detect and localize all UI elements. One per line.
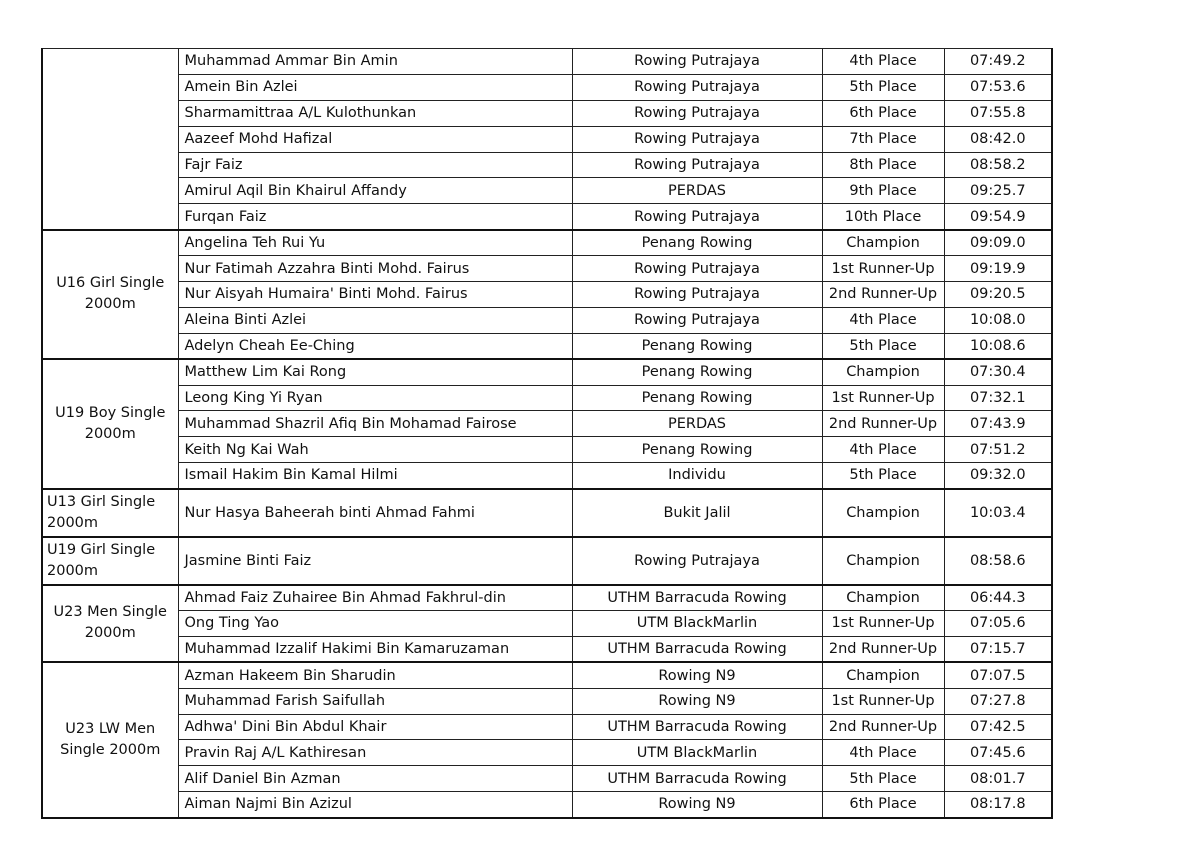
category-group xyxy=(42,49,1052,230)
club-cell: Rowing Putrajaya xyxy=(572,74,822,100)
placing-cell: Champion xyxy=(822,359,944,385)
time-cell: 09:25.7 xyxy=(944,178,1052,204)
club-cell: Rowing Putrajaya xyxy=(572,256,822,282)
club-cell: Individu xyxy=(572,463,822,489)
time-cell: 08:01.7 xyxy=(944,766,1052,792)
club-cell: UTM BlackMarlin xyxy=(572,611,822,637)
table-row xyxy=(42,359,1052,385)
club-cell: UTHM Barracuda Rowing xyxy=(572,636,822,662)
athlete-name-cell: Angelina Teh Rui Yu xyxy=(178,230,572,256)
placing-cell: 2nd Runner-Up xyxy=(822,411,944,437)
placing-cell: 1st Runner-Up xyxy=(822,385,944,411)
club-cell: Rowing N9 xyxy=(572,792,822,818)
athlete-name-cell: Aiman Najmi Bin Azizul xyxy=(178,792,572,818)
category-cell: U23 LW Men Single 2000m xyxy=(42,662,178,817)
category-group xyxy=(42,662,1052,817)
category-group xyxy=(42,359,1052,488)
table-row xyxy=(42,385,1052,411)
athlete-name-cell: Ismail Hakim Bin Kamal Hilmi xyxy=(178,463,572,489)
club-cell: Penang Rowing xyxy=(572,359,822,385)
table-row xyxy=(42,152,1052,178)
time-cell: 07:51.2 xyxy=(944,437,1052,463)
table-row xyxy=(42,74,1052,100)
athlete-name-cell: Muhammad Shazril Afiq Bin Mohamad Fairose xyxy=(178,411,572,437)
table-row xyxy=(42,256,1052,282)
time-cell: 07:27.8 xyxy=(944,688,1052,714)
time-cell: 07:49.2 xyxy=(944,49,1052,75)
table-row xyxy=(42,49,1052,75)
table-row xyxy=(42,437,1052,463)
category-group xyxy=(42,585,1052,663)
athlete-name-cell: Ahmad Faiz Zuhairee Bin Ahmad Fakhrul-din xyxy=(178,585,572,611)
table-row xyxy=(42,411,1052,437)
category-cell: U19 Girl Single 2000m xyxy=(42,537,178,585)
placing-cell: 4th Place xyxy=(822,49,944,75)
placing-cell: 6th Place xyxy=(822,100,944,126)
placing-cell: 2nd Runner-Up xyxy=(822,714,944,740)
club-cell: Rowing N9 xyxy=(572,688,822,714)
club-cell: PERDAS xyxy=(572,178,822,204)
category-cell: U19 Boy Single 2000m xyxy=(42,359,178,488)
placing-cell: 10th Place xyxy=(822,204,944,230)
athlete-name-cell: Nur Hasya Baheerah binti Ahmad Fahmi xyxy=(178,489,572,537)
club-cell: Penang Rowing xyxy=(572,230,822,256)
placing-cell: Champion xyxy=(822,489,944,537)
placing-cell: 8th Place xyxy=(822,152,944,178)
time-cell: 10:08.0 xyxy=(944,307,1052,333)
club-cell: UTHM Barracuda Rowing xyxy=(572,585,822,611)
athlete-name-cell: Aazeef Mohd Hafizal xyxy=(178,126,572,152)
athlete-name-cell: Alif Daniel Bin Azman xyxy=(178,766,572,792)
club-cell: Rowing Putrajaya xyxy=(572,126,822,152)
table-row xyxy=(42,204,1052,230)
table-row xyxy=(42,636,1052,662)
time-cell: 07:45.6 xyxy=(944,740,1052,766)
athlete-name-cell: Sharmamittraa A/L Kulothunkan xyxy=(178,100,572,126)
club-cell: Rowing Putrajaya xyxy=(572,282,822,308)
club-cell: Bukit Jalil xyxy=(572,489,822,537)
athlete-name-cell: Fajr Faiz xyxy=(178,152,572,178)
time-cell: 07:53.6 xyxy=(944,74,1052,100)
category-cell: U16 Girl Single 2000m xyxy=(42,230,178,359)
athlete-name-cell: Azman Hakeem Bin Sharudin xyxy=(178,662,572,688)
time-cell: 07:07.5 xyxy=(944,662,1052,688)
time-cell: 08:58.2 xyxy=(944,152,1052,178)
club-cell: Rowing Putrajaya xyxy=(572,307,822,333)
placing-cell: Champion xyxy=(822,662,944,688)
time-cell: 08:42.0 xyxy=(944,126,1052,152)
time-cell: 07:55.8 xyxy=(944,100,1052,126)
athlete-name-cell: Amirul Aqil Bin Khairul Affandy xyxy=(178,178,572,204)
table-row xyxy=(42,585,1052,611)
time-cell: 10:03.4 xyxy=(944,489,1052,537)
placing-cell: 4th Place xyxy=(822,437,944,463)
table-row xyxy=(42,714,1052,740)
placing-cell: 2nd Runner-Up xyxy=(822,636,944,662)
time-cell: 07:30.4 xyxy=(944,359,1052,385)
club-cell: Rowing Putrajaya xyxy=(572,152,822,178)
time-cell: 06:44.3 xyxy=(944,585,1052,611)
table-row xyxy=(42,100,1052,126)
placing-cell: 5th Place xyxy=(822,333,944,359)
club-cell: Rowing Putrajaya xyxy=(572,49,822,75)
club-cell: Rowing N9 xyxy=(572,662,822,688)
club-cell: Rowing Putrajaya xyxy=(572,537,822,585)
placing-cell: 5th Place xyxy=(822,463,944,489)
table-row xyxy=(42,792,1052,818)
athlete-name-cell: Amein Bin Azlei xyxy=(178,74,572,100)
placing-cell: 1st Runner-Up xyxy=(822,688,944,714)
table-row xyxy=(42,282,1052,308)
time-cell: 09:32.0 xyxy=(944,463,1052,489)
category-group xyxy=(42,230,1052,359)
time-cell: 07:15.7 xyxy=(944,636,1052,662)
athlete-name-cell: Pravin Raj A/L Kathiresan xyxy=(178,740,572,766)
placing-cell: 9th Place xyxy=(822,178,944,204)
placing-cell: 1st Runner-Up xyxy=(822,256,944,282)
table-row xyxy=(42,688,1052,714)
club-cell: Penang Rowing xyxy=(572,437,822,463)
placing-cell: 2nd Runner-Up xyxy=(822,282,944,308)
placing-cell: 7th Place xyxy=(822,126,944,152)
club-cell: UTM BlackMarlin xyxy=(572,740,822,766)
table-row xyxy=(42,307,1052,333)
athlete-name-cell: Aleina Binti Azlei xyxy=(178,307,572,333)
athlete-name-cell: Adhwa' Dini Bin Abdul Khair xyxy=(178,714,572,740)
time-cell: 09:19.9 xyxy=(944,256,1052,282)
time-cell: 07:05.6 xyxy=(944,611,1052,637)
placing-cell: Champion xyxy=(822,230,944,256)
table-row xyxy=(42,740,1052,766)
athlete-name-cell: Matthew Lim Kai Rong xyxy=(178,359,572,385)
table-row xyxy=(42,126,1052,152)
time-cell: 10:08.6 xyxy=(944,333,1052,359)
club-cell: UTHM Barracuda Rowing xyxy=(572,766,822,792)
time-cell: 07:32.1 xyxy=(944,385,1052,411)
table-row xyxy=(42,611,1052,637)
category-cell: U13 Girl Single 2000m xyxy=(42,489,178,537)
athlete-name-cell: Nur Aisyah Humaira' Binti Mohd. Fairus xyxy=(178,282,572,308)
table-row xyxy=(42,537,1052,585)
placing-cell: 1st Runner-Up xyxy=(822,611,944,637)
time-cell: 09:20.5 xyxy=(944,282,1052,308)
placing-cell: 4th Place xyxy=(822,740,944,766)
athlete-name-cell: Nur Fatimah Azzahra Binti Mohd. Fairus xyxy=(178,256,572,282)
table-row xyxy=(42,463,1052,489)
athlete-name-cell: Keith Ng Kai Wah xyxy=(178,437,572,463)
time-cell: 08:17.8 xyxy=(944,792,1052,818)
club-cell: Rowing Putrajaya xyxy=(572,100,822,126)
placing-cell: Champion xyxy=(822,537,944,585)
time-cell: 09:54.9 xyxy=(944,204,1052,230)
table-row xyxy=(42,178,1052,204)
club-cell: Penang Rowing xyxy=(572,385,822,411)
category-group xyxy=(42,537,1052,585)
club-cell: Rowing Putrajaya xyxy=(572,204,822,230)
club-cell: Penang Rowing xyxy=(572,333,822,359)
category-cell xyxy=(42,49,178,230)
athlete-name-cell: Muhammad Farish Saifullah xyxy=(178,688,572,714)
club-cell: UTHM Barracuda Rowing xyxy=(572,714,822,740)
athlete-name-cell: Muhammad Ammar Bin Amin xyxy=(178,49,572,75)
category-group xyxy=(42,489,1052,537)
athlete-name-cell: Jasmine Binti Faiz xyxy=(178,537,572,585)
time-cell: 08:58.6 xyxy=(944,537,1052,585)
athlete-name-cell: Muhammad Izzalif Hakimi Bin Kamaruzaman xyxy=(178,636,572,662)
table-row xyxy=(42,333,1052,359)
table-row xyxy=(42,662,1052,688)
athlete-name-cell: Adelyn Cheah Ee-Ching xyxy=(178,333,572,359)
results-table xyxy=(41,48,1053,819)
placing-cell: 5th Place xyxy=(822,766,944,792)
club-cell: PERDAS xyxy=(572,411,822,437)
placing-cell: 5th Place xyxy=(822,74,944,100)
table-row xyxy=(42,230,1052,256)
athlete-name-cell: Ong Ting Yao xyxy=(178,611,572,637)
table-row xyxy=(42,489,1052,537)
time-cell: 09:09.0 xyxy=(944,230,1052,256)
table-row xyxy=(42,766,1052,792)
time-cell: 07:42.5 xyxy=(944,714,1052,740)
time-cell: 07:43.9 xyxy=(944,411,1052,437)
placing-cell: 6th Place xyxy=(822,792,944,818)
athlete-name-cell: Leong King Yi Ryan xyxy=(178,385,572,411)
placing-cell: 4th Place xyxy=(822,307,944,333)
athlete-name-cell: Furqan Faiz xyxy=(178,204,572,230)
placing-cell: Champion xyxy=(822,585,944,611)
category-cell: U23 Men Single 2000m xyxy=(42,585,178,663)
